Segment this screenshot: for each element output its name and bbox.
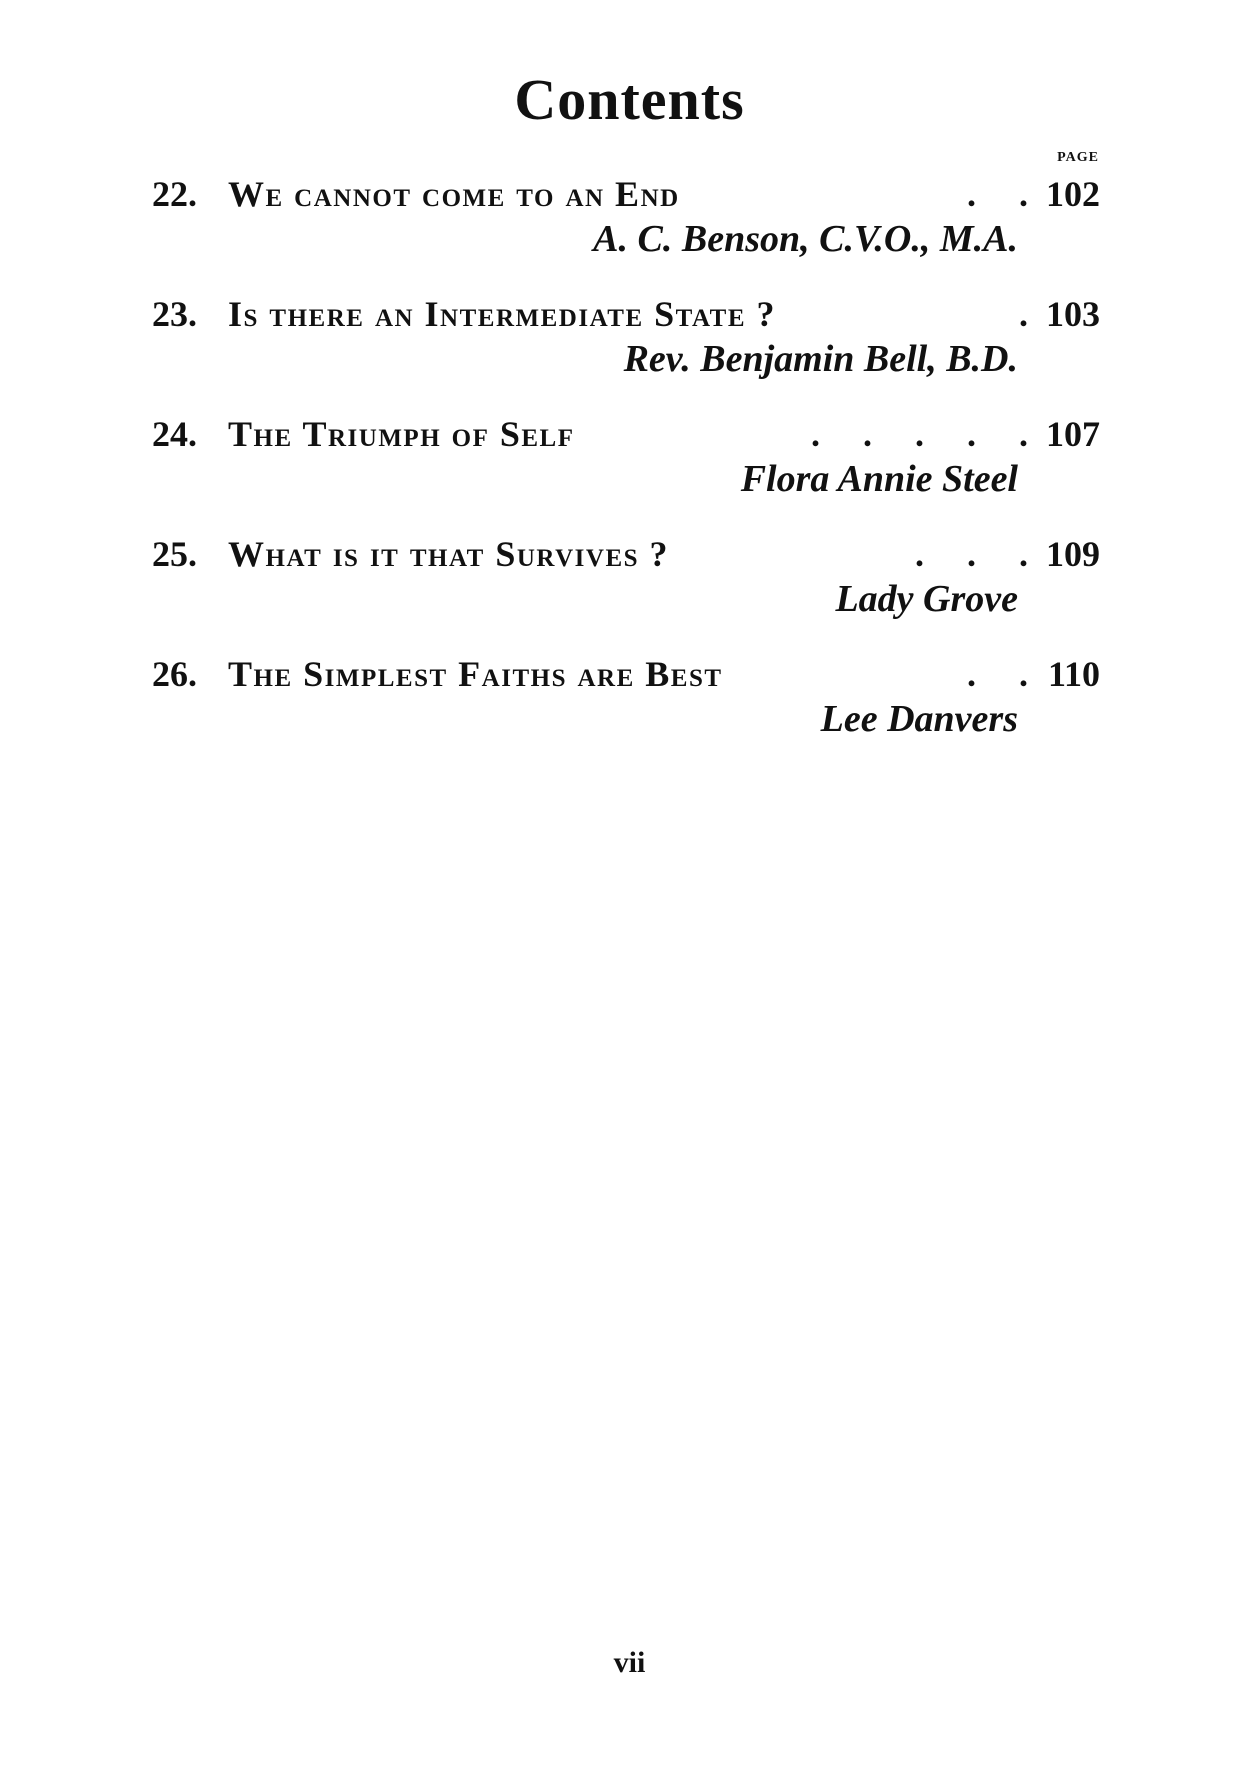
- leader-dot: .: [967, 414, 976, 454]
- page-column-header: PAGE: [1057, 150, 1099, 165]
- dot-leader: [669, 532, 1034, 576]
- entry-page-number: 103: [1046, 294, 1100, 334]
- entry-title: We cannot come to an End: [228, 174, 680, 214]
- dot-leader: [575, 412, 1034, 456]
- entry-author: A. C. Benson, C.V.O., M.A.: [593, 218, 1018, 260]
- leader-dot: .: [967, 174, 976, 214]
- leader-dot: .: [915, 414, 924, 454]
- entry-page-number: 110: [1047, 654, 1100, 694]
- entry-author: Lee Danvers: [820, 698, 1018, 740]
- leader-dot: .: [915, 534, 924, 574]
- entry-title: Is there an Intermediate State ?: [228, 294, 777, 334]
- toc-entry-line: [152, 292, 1100, 336]
- entry-number: 23.: [152, 294, 197, 334]
- dot-leader: [776, 292, 1034, 336]
- leader-dot: .: [863, 414, 872, 454]
- toc-entry: [152, 532, 1100, 652]
- toc-entry-line: [152, 172, 1100, 216]
- entry-number: 26.: [152, 654, 197, 694]
- entry-page-number: 107: [1046, 414, 1100, 454]
- entry-title: The Simplest Faiths are Best: [228, 654, 723, 694]
- leader-dot: .: [1019, 174, 1028, 214]
- entry-title: The Triumph of Self: [228, 414, 575, 454]
- leader-dot: .: [811, 414, 820, 454]
- toc-entry-line: [152, 412, 1100, 456]
- entry-page-number: 109: [1046, 534, 1100, 574]
- page-title: Contents: [514, 67, 745, 132]
- entry-page-number: 102: [1046, 174, 1100, 214]
- dot-leader: [680, 172, 1034, 216]
- entry-number: 22.: [152, 174, 197, 214]
- dot-leader: [723, 652, 1034, 696]
- entry-author: Lady Grove: [835, 578, 1018, 620]
- leader-dot: .: [1019, 414, 1028, 454]
- toc-entry: [152, 292, 1100, 412]
- toc-entry-line: [152, 532, 1100, 576]
- entry-title: What is it that Survives ?: [228, 534, 670, 574]
- toc-entry: [152, 172, 1100, 292]
- leader-dot: .: [1019, 654, 1028, 694]
- entry-author: Flora Annie Steel: [740, 458, 1018, 500]
- toc-entry-line: [152, 652, 1100, 696]
- leader-dot: .: [967, 654, 976, 694]
- table-of-contents: [152, 172, 1100, 772]
- leader-dot: .: [967, 534, 976, 574]
- page-folio: vii: [613, 1646, 646, 1679]
- entry-number: 24.: [152, 414, 197, 454]
- entry-number: 25.: [152, 534, 197, 574]
- entry-author: Rev. Benjamin Bell, B.D.: [623, 338, 1018, 380]
- toc-entry: [152, 652, 1100, 772]
- toc-entry: [152, 412, 1100, 532]
- leader-dot: .: [1019, 534, 1028, 574]
- leader-dot: .: [1019, 294, 1028, 334]
